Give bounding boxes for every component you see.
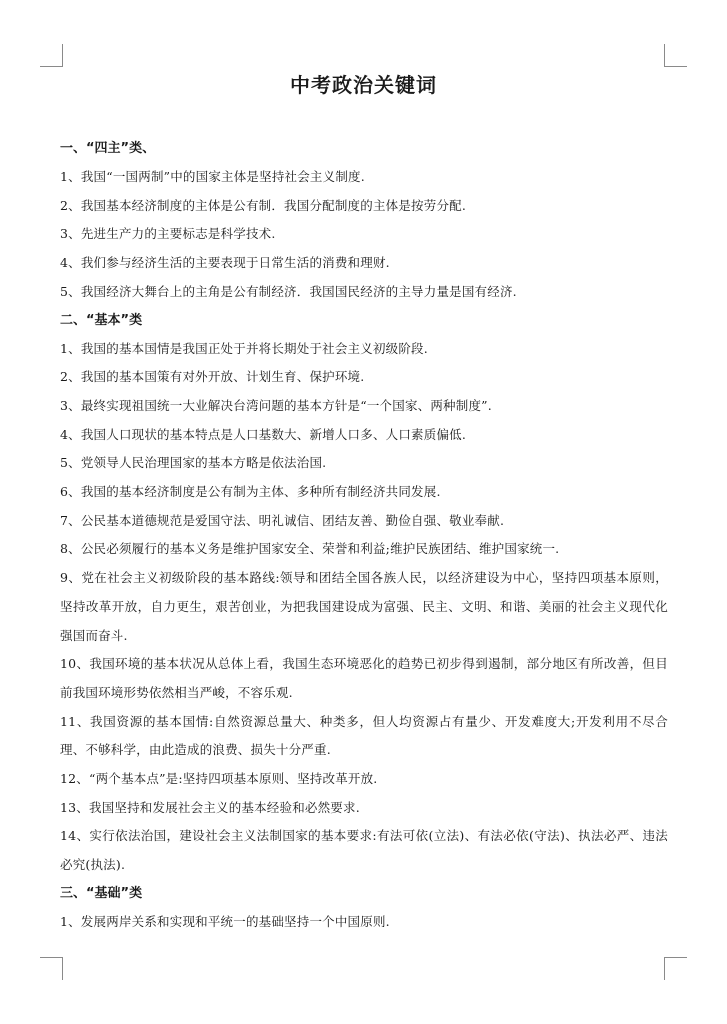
list-item: 2、我国的基本国策有对外开放、计划生育、保护环境. bbox=[60, 369, 365, 385]
list-item: 12、“两个基本点”是:坚持四项基本原则、坚持改革开放. bbox=[60, 771, 378, 787]
page-title: 中考政治关键词 bbox=[290, 73, 437, 97]
document-body bbox=[60, 135, 668, 937]
crop-mark-top-left bbox=[40, 44, 63, 67]
section-si-zhu bbox=[60, 135, 668, 307]
section-heading: 三、“基础”类 bbox=[60, 885, 143, 901]
crop-mark-top-right bbox=[664, 44, 687, 67]
crop-mark-bottom-left bbox=[40, 957, 63, 980]
list-item: 3、先进生产力的主要标志是科学技术. bbox=[60, 226, 276, 242]
list-item: 8、公民必须履行的基本义务是维护国家安全、荣誉和利益;维护民族团结、维护国家统一. bbox=[60, 541, 560, 557]
list-item: 1、我国“一国两制”中的国家主体是坚持社会主义制度. bbox=[60, 169, 365, 184]
section-ji-chu bbox=[60, 880, 668, 937]
list-item: 7、公民基本道德规范是爱国守法、明礼诚信、团结友善、勤俭自强、敬业奉献. bbox=[60, 512, 505, 528]
list-item: 5、我国经济大舞台上的主角是公有制经济．我国国民经济的主导力量是国有经济. bbox=[60, 283, 517, 299]
list-item: 14、实行依法治国，建设社会主义法制国家的基本要求:有法可依(立法)、有法必依(守法)、执法必严、违法必究(执法). bbox=[60, 828, 668, 873]
list-item: 1、发展两岸关系和实现和平统一的基础坚持一个中国原则. bbox=[60, 913, 390, 929]
list-item: 3、最终实现祖国统一大业解决台湾问题的基本方针是“一个国家、两种制度”. bbox=[60, 397, 492, 413]
list-item: 13、我国坚持和发展社会主义的基本经验和必然要求. bbox=[60, 799, 360, 815]
section-heading: 一、“四主”类、 bbox=[60, 141, 156, 156]
list-item: 4、我们参与经济生活的主要表现于日常生活的消费和理财. bbox=[60, 255, 390, 271]
list-item: 11、我国资源的基本国情:自然资源总量大、种类多，但人均资源占有量少、开发难度大;开发利用不尽合理、不够科学，由此造成的浪费、损失十分严重. bbox=[60, 713, 668, 758]
section-heading: 二、“基本”类 bbox=[60, 312, 143, 328]
list-item: 6、我国的基本经济制度是公有制为主体、多种所有制经济共同发展. bbox=[60, 484, 441, 500]
list-item: 9、党在社会主义初级阶段的基本路线:领导和团结全国各族人民，以经济建设为中心，坚持四项基本原则，坚持改革开放，自力更生，艰苦创业，为把我国建设成为富强、民主、文明、和谐、美丽的社会主义现代化强国而奋斗. bbox=[60, 570, 668, 643]
section-ji-ben bbox=[60, 307, 668, 880]
list-item: 10、我国环境的基本状况从总体上看，我国生态环境恶化的趋势已初步得到遏制，部分地区有所改善，但目前我国环境形势依然相当严峻，不容乐观. bbox=[60, 656, 668, 700]
list-item: 5、党领导人民治理国家的基本方略是依法治国. bbox=[60, 455, 327, 471]
list-item: 2、我国基本经济制度的主体是公有制．我国分配制度的主体是按劳分配. bbox=[60, 197, 467, 213]
list-item: 1、我国的基本国情是我国正处于并将长期处于社会主义初级阶段. bbox=[60, 340, 428, 356]
list-item: 4、我国人口现状的基本特点是人口基数大、新增人口多、人口素质偏低. bbox=[60, 426, 467, 442]
crop-mark-bottom-right bbox=[664, 957, 687, 980]
